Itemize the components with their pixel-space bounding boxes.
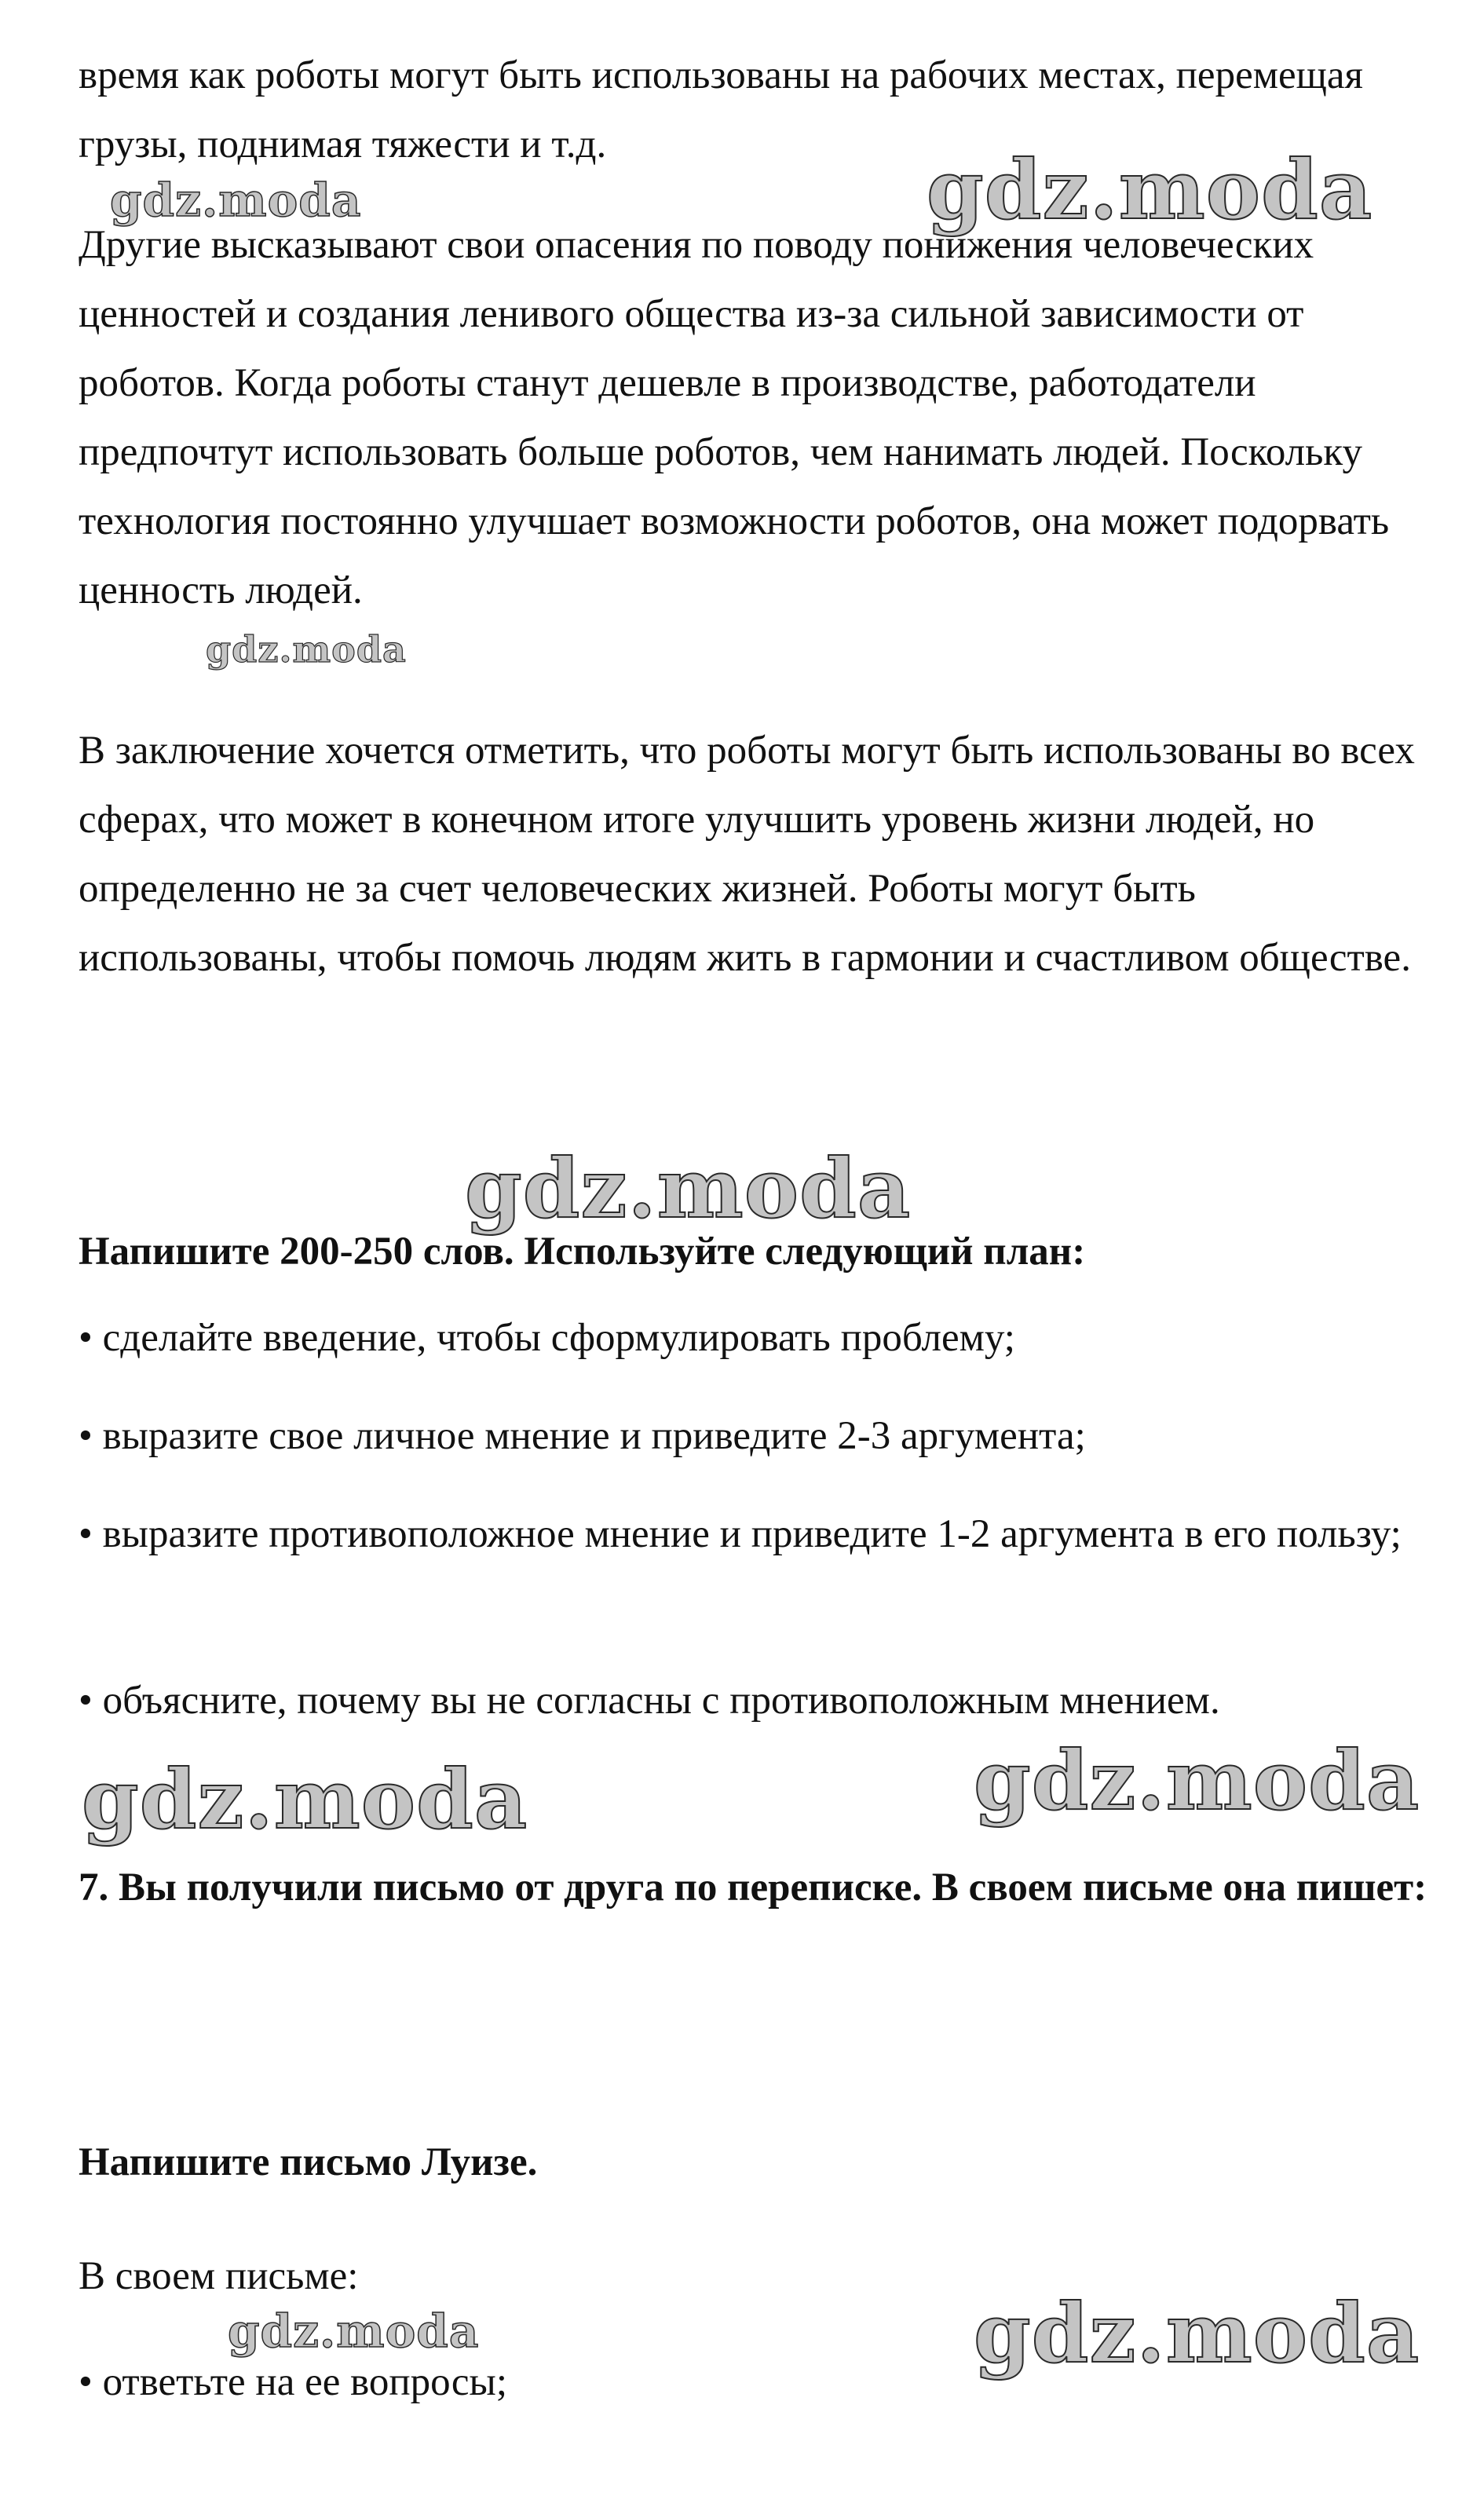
task7-bullet-1: • ответьте на ее вопросы; xyxy=(79,2360,507,2404)
plan-item-3: • выразите противоположное мнение и приведите 1-2 аргумента в его пользу; xyxy=(79,1512,1402,1556)
watermark-logo: gdz.moda xyxy=(228,2304,480,2358)
watermark-logo: gdz.moda xyxy=(465,1140,912,1237)
plan-item-1: • сделайте введение, чтобы сформулировать проблему; xyxy=(79,1316,1015,1360)
task7-heading: 7. Вы получили письмо от друга по переписке. В своем письме она пишет: xyxy=(79,1866,1427,1910)
task-heading: Напишите 200-250 слов. Используйте следующий план: xyxy=(79,1230,1086,1274)
plan-item-2: • выразите свое личное мнение и приведите 2-3 аргумента; xyxy=(79,1414,1086,1458)
paragraph-2: Другие высказывают свои опасения по поводу понижения человеческих ценностей и создания ленивого общества из-за сильной зависимости от роботов. Когда роботы станут дешевле в производстве, работодатели предпочтут использовать больше роботов, чем нанимать людей. Поскольку технология постоянно улучшает возможности роботов, она может подорвать ценность людей. xyxy=(79,223,1390,612)
watermark-logo: gdz.moda xyxy=(974,1732,1420,1829)
watermark-logo: gdz.moda xyxy=(974,2285,1420,2381)
watermark-logo: gdz.moda xyxy=(82,1751,528,1847)
plan-item-4: • объясните, почему вы не согласны с противоположным мнением. xyxy=(79,1679,1220,1723)
task7-intro: В своем письме: xyxy=(79,2254,359,2298)
watermark-logo: gdz.moda xyxy=(110,174,362,227)
watermark-logo: gdz.moda xyxy=(927,141,1373,238)
task7-instruction: Напишите письмо Луизе. xyxy=(79,2140,538,2184)
watermark-logo: gdz.moda xyxy=(206,628,407,671)
paragraph-3: В заключение хочется отметить, что роботы могут быть использованы во всех сферах, что может в конечном итоге улучшить уровень жизни людей, но определенно не за счет человеческих жизней. Роботы могут быть использованы, чтобы помочь людям жить в гармонии и счастливом обществе. xyxy=(79,729,1415,980)
paragraph-1: время как роботы могут быть использованы на рабочих местах, перемещая грузы, поднимая тяжести и т.д. xyxy=(79,53,1363,166)
